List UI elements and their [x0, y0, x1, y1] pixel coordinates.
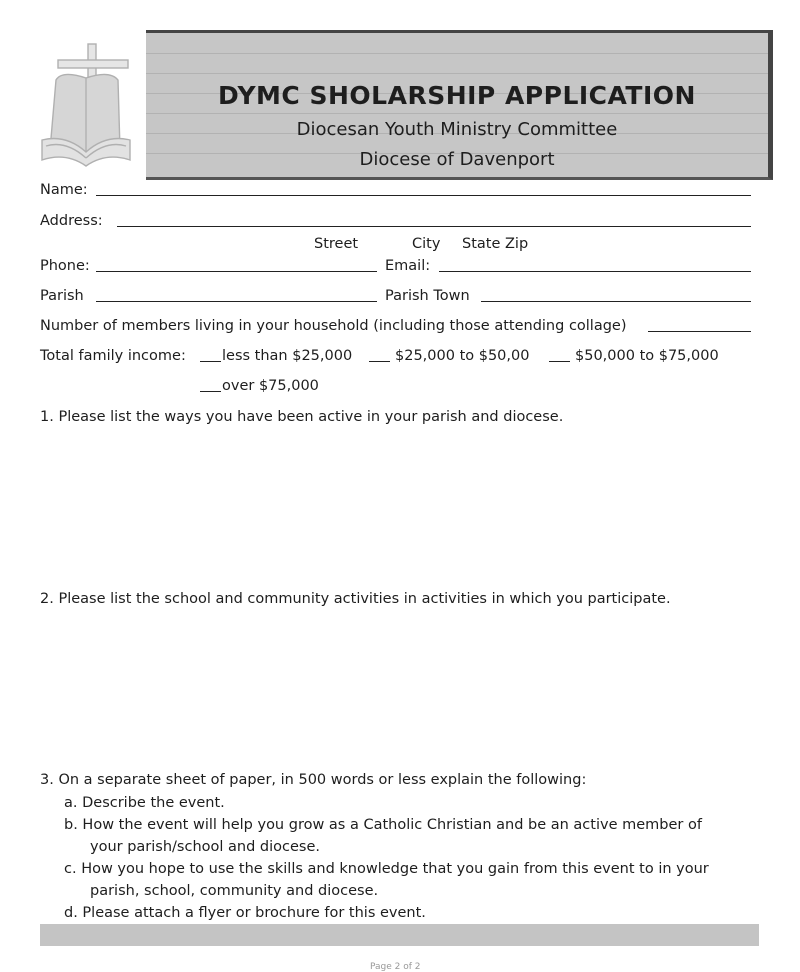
income-option-3-blank[interactable] [549, 361, 570, 362]
question-3a: a. Describe the event. [64, 795, 225, 811]
form-subtitle-diocese: Diocese of Davenport [359, 149, 555, 170]
email-label: Email: [385, 258, 431, 274]
question-3c: c. How you hope to use the skills and knowledge that you gain from this event to in your [64, 861, 709, 877]
phone-field[interactable] [96, 271, 377, 272]
email-field[interactable] [439, 271, 751, 272]
parish-label: Parish [40, 288, 84, 304]
income-option-3: $50,000 to $75,000 [575, 348, 719, 364]
income-option-4: over $75,000 [222, 378, 319, 394]
income-option-1-blank[interactable] [200, 361, 221, 362]
parish-town-field[interactable] [481, 301, 751, 302]
question-3c-continued: parish, school, community and diocese. [90, 883, 379, 899]
question-3d: d. Please attach a flyer or brochure for this event. [64, 905, 426, 921]
question-1: 1. Please list the ways you have been active in your parish and diocese. [40, 409, 564, 425]
address-label: Address: [40, 213, 103, 229]
income-option-2-blank[interactable] [369, 361, 390, 362]
question-3b-continued: your parish/school and diocese. [90, 839, 320, 855]
question-3b: b. How the event will help you grow as a Catholic Christian and be an active member of [64, 817, 702, 833]
income-option-2: $25,000 to $50,00 [395, 348, 530, 364]
cross-book-logo [36, 40, 136, 170]
household-field[interactable] [648, 331, 751, 332]
page-number: Page 2 of 2 [370, 962, 421, 972]
question-1-answer-area[interactable] [40, 430, 760, 580]
parish-field[interactable] [96, 301, 377, 302]
name-label: Name: [40, 182, 88, 198]
form-subtitle-committee: Diocesan Youth Ministry Committee [296, 119, 618, 140]
name-field[interactable] [96, 195, 751, 196]
street-caption: Street [314, 236, 359, 252]
form-title: DYMC SHOLARSHIP APPLICATION [218, 81, 696, 110]
footer-bar [40, 924, 759, 946]
phone-label: Phone: [40, 258, 90, 274]
income-option-4-blank[interactable] [200, 391, 221, 392]
household-label: Number of members living in your household (including those attending collage) [40, 318, 627, 334]
question-2: 2. Please list the school and community activities in activities in which you participate. [40, 591, 671, 607]
address-field[interactable] [117, 226, 751, 227]
question-2-answer-area[interactable] [40, 612, 760, 762]
question-3: 3. On a separate sheet of paper, in 500 words or less explain the following: [40, 772, 587, 788]
header-banner [146, 30, 773, 180]
income-option-1: less than $25,000 [222, 348, 353, 364]
parish-town-label: Parish Town [385, 288, 470, 304]
state-zip-caption: State Zip [462, 236, 529, 252]
income-label: Total family income: [40, 348, 186, 364]
city-caption: City [412, 236, 441, 252]
